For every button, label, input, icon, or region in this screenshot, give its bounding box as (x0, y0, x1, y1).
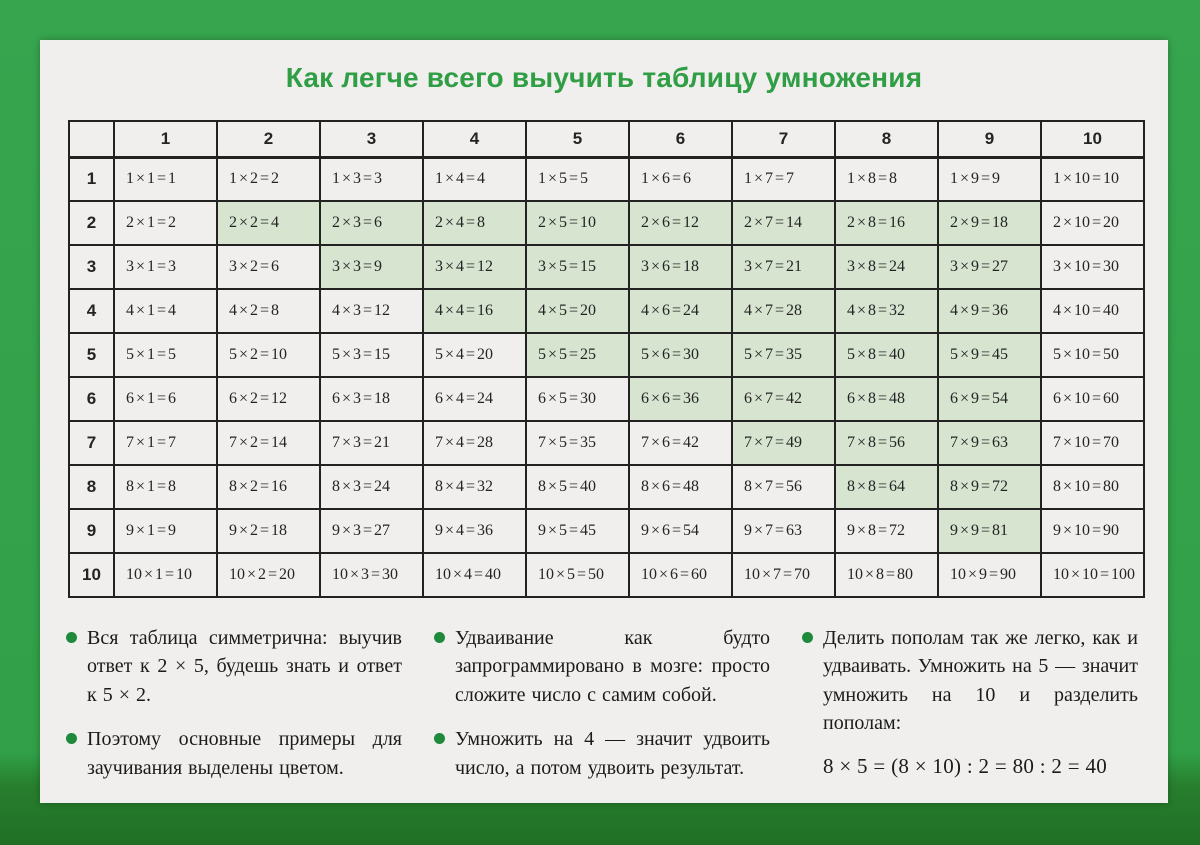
cell-r6-c3: 6 × 3 = 18 (320, 377, 423, 421)
row-header-8: 8 (69, 465, 114, 509)
cell-r3-c10: 3 × 10 = 30 (1041, 245, 1144, 289)
cell-r9-c8: 9 × 8 = 72 (835, 509, 938, 553)
cell-r2-c5: 2 × 5 = 10 (526, 201, 629, 245)
row-header-7: 7 (69, 421, 114, 465)
cell-r1-c8: 1 × 8 = 8 (835, 157, 938, 201)
cell-r6-c7: 6 × 7 = 42 (732, 377, 835, 421)
col-header-4: 4 (423, 121, 526, 157)
cell-r8-c5: 8 × 5 = 40 (526, 465, 629, 509)
row-header-9: 9 (69, 509, 114, 553)
cell-r4-c8: 4 × 8 = 32 (835, 289, 938, 333)
cell-r8-c7: 8 × 7 = 56 (732, 465, 835, 509)
note-item (66, 725, 402, 782)
cell-r9-c2: 9 × 2 = 18 (217, 509, 320, 553)
note-item (66, 624, 402, 709)
cell-r4-c6: 4 × 6 = 24 (629, 289, 732, 333)
cell-r5-c2: 5 × 2 = 10 (217, 333, 320, 377)
cell-r4-c9: 4 × 9 = 36 (938, 289, 1041, 333)
cell-r7-c2: 7 × 2 = 14 (217, 421, 320, 465)
table-row-7 (69, 421, 1144, 465)
cell-r8-c9: 8 × 9 = 72 (938, 465, 1041, 509)
cell-r5-c8: 5 × 8 = 40 (835, 333, 938, 377)
col-header-7: 7 (732, 121, 835, 157)
cell-r10-c9: 10 × 9 = 90 (938, 553, 1041, 597)
cell-r1-c7: 1 × 7 = 7 (732, 157, 835, 201)
cell-r10-c10: 10 × 10 = 100 (1041, 553, 1144, 597)
bullet-dot-icon (66, 733, 77, 744)
cell-r6-c8: 6 × 8 = 48 (835, 377, 938, 421)
col-header-2: 2 (217, 121, 320, 157)
page-title: Как легче всего выучить таблицу умножения (285, 62, 923, 93)
cell-r7-c7: 7 × 7 = 49 (732, 421, 835, 465)
cell-r6-c6: 6 × 6 = 36 (629, 377, 732, 421)
cell-r2-c10: 2 × 10 = 20 (1041, 201, 1144, 245)
cell-r7-c6: 7 × 6 = 42 (629, 421, 732, 465)
multiplication-table (68, 120, 1145, 598)
poster-card (40, 40, 1168, 803)
cell-r5-c6: 5 × 6 = 30 (629, 333, 732, 377)
row-header-10: 10 (69, 553, 114, 597)
cell-r6-c10: 6 × 10 = 60 (1041, 377, 1144, 421)
note-text: Удваивание как будто запрограммировано в мозге: просто сложите число с самим собой. (455, 627, 770, 706)
cell-r5-c3: 5 × 3 = 15 (320, 333, 423, 377)
cell-r9-c4: 9 × 4 = 36 (423, 509, 526, 553)
cell-r8-c3: 8 × 3 = 24 (320, 465, 423, 509)
note-item (434, 624, 770, 709)
cell-r9-c9: 9 × 9 = 81 (938, 509, 1041, 553)
table-row-2 (69, 201, 1144, 245)
col-header-6: 6 (629, 121, 732, 157)
cell-r4-c2: 4 × 2 = 8 (217, 289, 320, 333)
cell-r4-c10: 4 × 10 = 40 (1041, 289, 1144, 333)
cell-r3-c3: 3 × 3 = 9 (320, 245, 423, 289)
cell-r6-c9: 6 × 9 = 54 (938, 377, 1041, 421)
col-header-8: 8 (835, 121, 938, 157)
col-header-3: 3 (320, 121, 423, 157)
cell-r10-c6: 10 × 6 = 60 (629, 553, 732, 597)
row-header-4: 4 (69, 289, 114, 333)
note-item (802, 624, 1138, 738)
table-row-4 (69, 289, 1144, 333)
cell-r2-c2: 2 × 2 = 4 (217, 201, 320, 245)
cell-r6-c2: 6 × 2 = 12 (217, 377, 320, 421)
note-text: Вся таблица симметрична: выучив ответ к 2 × 5, будешь знать и ответ к 5 × 2. (87, 627, 402, 706)
cell-r2-c1: 2 × 1 = 2 (114, 201, 217, 245)
cell-r3-c5: 3 × 5 = 15 (526, 245, 629, 289)
cell-r10-c7: 10 × 7 = 70 (732, 553, 835, 597)
cell-r7-c9: 7 × 9 = 63 (938, 421, 1041, 465)
cell-r7-c5: 7 × 5 = 35 (526, 421, 629, 465)
cell-r9-c1: 9 × 1 = 9 (114, 509, 217, 553)
cell-r1-c5: 1 × 5 = 5 (526, 157, 629, 201)
table-body (69, 157, 1144, 597)
row-header-1: 1 (69, 157, 114, 201)
table-row-3 (69, 245, 1144, 289)
cell-r8-c1: 8 × 1 = 8 (114, 465, 217, 509)
cell-r10-c5: 10 × 5 = 50 (526, 553, 629, 597)
table-row-6 (69, 377, 1144, 421)
cell-r1-c4: 1 × 4 = 4 (423, 157, 526, 201)
notes-section (66, 624, 1138, 798)
note-column-3 (802, 624, 1138, 798)
table-row-10 (69, 553, 1144, 597)
cell-r9-c6: 9 × 6 = 54 (629, 509, 732, 553)
cell-r3-c2: 3 × 2 = 6 (217, 245, 320, 289)
cell-r1-c1: 1 × 1 = 1 (114, 157, 217, 201)
note-column-1 (66, 624, 402, 798)
table-row-1 (69, 157, 1144, 201)
cell-r8-c2: 8 × 2 = 16 (217, 465, 320, 509)
cell-r10-c4: 10 × 4 = 40 (423, 553, 526, 597)
cell-r2-c8: 2 × 8 = 16 (835, 201, 938, 245)
cell-r10-c3: 10 × 3 = 30 (320, 553, 423, 597)
cell-r2-c6: 2 × 6 = 12 (629, 201, 732, 245)
cell-r10-c2: 10 × 2 = 20 (217, 553, 320, 597)
col-header-1: 1 (114, 121, 217, 157)
cell-r6-c4: 6 × 4 = 24 (423, 377, 526, 421)
cell-r2-c9: 2 × 9 = 18 (938, 201, 1041, 245)
header-row (69, 121, 1144, 157)
cell-r8-c8: 8 × 8 = 64 (835, 465, 938, 509)
cell-r7-c10: 7 × 10 = 70 (1041, 421, 1144, 465)
table-row-8 (69, 465, 1144, 509)
note-text: Умножить на 4 — значит удвоить число, а потом удвоить результат. (455, 728, 770, 779)
row-header-5: 5 (69, 333, 114, 377)
cell-r3-c4: 3 × 4 = 12 (423, 245, 526, 289)
row-header-3: 3 (69, 245, 114, 289)
cell-r7-c8: 7 × 8 = 56 (835, 421, 938, 465)
bullet-dot-icon (434, 733, 445, 744)
col-header-5: 5 (526, 121, 629, 157)
row-header-6: 6 (69, 377, 114, 421)
cell-r3-c1: 3 × 1 = 3 (114, 245, 217, 289)
cell-r1-c2: 1 × 2 = 2 (217, 157, 320, 201)
cell-r5-c7: 5 × 7 = 35 (732, 333, 835, 377)
cell-r10-c1: 10 × 1 = 10 (114, 553, 217, 597)
cell-r7-c3: 7 × 3 = 21 (320, 421, 423, 465)
cell-r2-c4: 2 × 4 = 8 (423, 201, 526, 245)
cell-r1-c6: 1 × 6 = 6 (629, 157, 732, 201)
cell-r7-c4: 7 × 4 = 28 (423, 421, 526, 465)
cell-r4-c1: 4 × 1 = 4 (114, 289, 217, 333)
bullet-dot-icon (66, 632, 77, 643)
cell-r6-c5: 6 × 5 = 30 (526, 377, 629, 421)
note-text: Поэтому основные примеры для заучивания выделены цветом. (87, 728, 402, 779)
cell-r6-c1: 6 × 1 = 6 (114, 377, 217, 421)
bullet-dot-icon (802, 632, 813, 643)
cell-r9-c3: 9 × 3 = 27 (320, 509, 423, 553)
cell-r4-c4: 4 × 4 = 16 (423, 289, 526, 333)
cell-r1-c10: 1 × 10 = 10 (1041, 157, 1144, 201)
cell-r3-c7: 3 × 7 = 21 (732, 245, 835, 289)
cell-r1-c9: 1 × 9 = 9 (938, 157, 1041, 201)
cell-r4-c7: 4 × 7 = 28 (732, 289, 835, 333)
table-column-headers (69, 121, 1144, 157)
cell-r3-c8: 3 × 8 = 24 (835, 245, 938, 289)
table-row-5 (69, 333, 1144, 377)
cell-r4-c5: 4 × 5 = 20 (526, 289, 629, 333)
col-header-10: 10 (1041, 121, 1144, 157)
halving-example-formula: 8 × 5 = (8 × 10) : 2 = 80 : 2 = 40 (823, 753, 1108, 778)
row-header-2: 2 (69, 201, 114, 245)
cell-r5-c10: 5 × 10 = 50 (1041, 333, 1144, 377)
note-column-2 (434, 624, 770, 798)
cell-r5-c4: 5 × 4 = 20 (423, 333, 526, 377)
cell-r3-c9: 3 × 9 = 27 (938, 245, 1041, 289)
note-text: Делить пополам так же легко, как и удваивать. Умножить на 5 — значит умножить на 10 и разделить пополам: (823, 627, 1138, 735)
note-item (434, 725, 770, 782)
cell-r7-c1: 7 × 1 = 7 (114, 421, 217, 465)
cell-r1-c3: 1 × 3 = 3 (320, 157, 423, 201)
cell-r4-c3: 4 × 3 = 12 (320, 289, 423, 333)
table-row-9 (69, 509, 1144, 553)
cell-r5-c1: 5 × 1 = 5 (114, 333, 217, 377)
table-corner-cell (69, 121, 114, 157)
cell-r8-c4: 8 × 4 = 32 (423, 465, 526, 509)
cell-r5-c5: 5 × 5 = 25 (526, 333, 629, 377)
cell-r2-c3: 2 × 3 = 6 (320, 201, 423, 245)
cell-r9-c5: 9 × 5 = 45 (526, 509, 629, 553)
cell-r5-c9: 5 × 9 = 45 (938, 333, 1041, 377)
cell-r10-c8: 10 × 8 = 80 (835, 553, 938, 597)
cell-r8-c10: 8 × 10 = 80 (1041, 465, 1144, 509)
cell-r8-c6: 8 × 6 = 48 (629, 465, 732, 509)
cell-r3-c6: 3 × 6 = 18 (629, 245, 732, 289)
cell-r9-c10: 9 × 10 = 90 (1041, 509, 1144, 553)
cell-r2-c7: 2 × 7 = 14 (732, 201, 835, 245)
bullet-dot-icon (434, 632, 445, 643)
col-header-9: 9 (938, 121, 1041, 157)
cell-r9-c7: 9 × 7 = 63 (732, 509, 835, 553)
